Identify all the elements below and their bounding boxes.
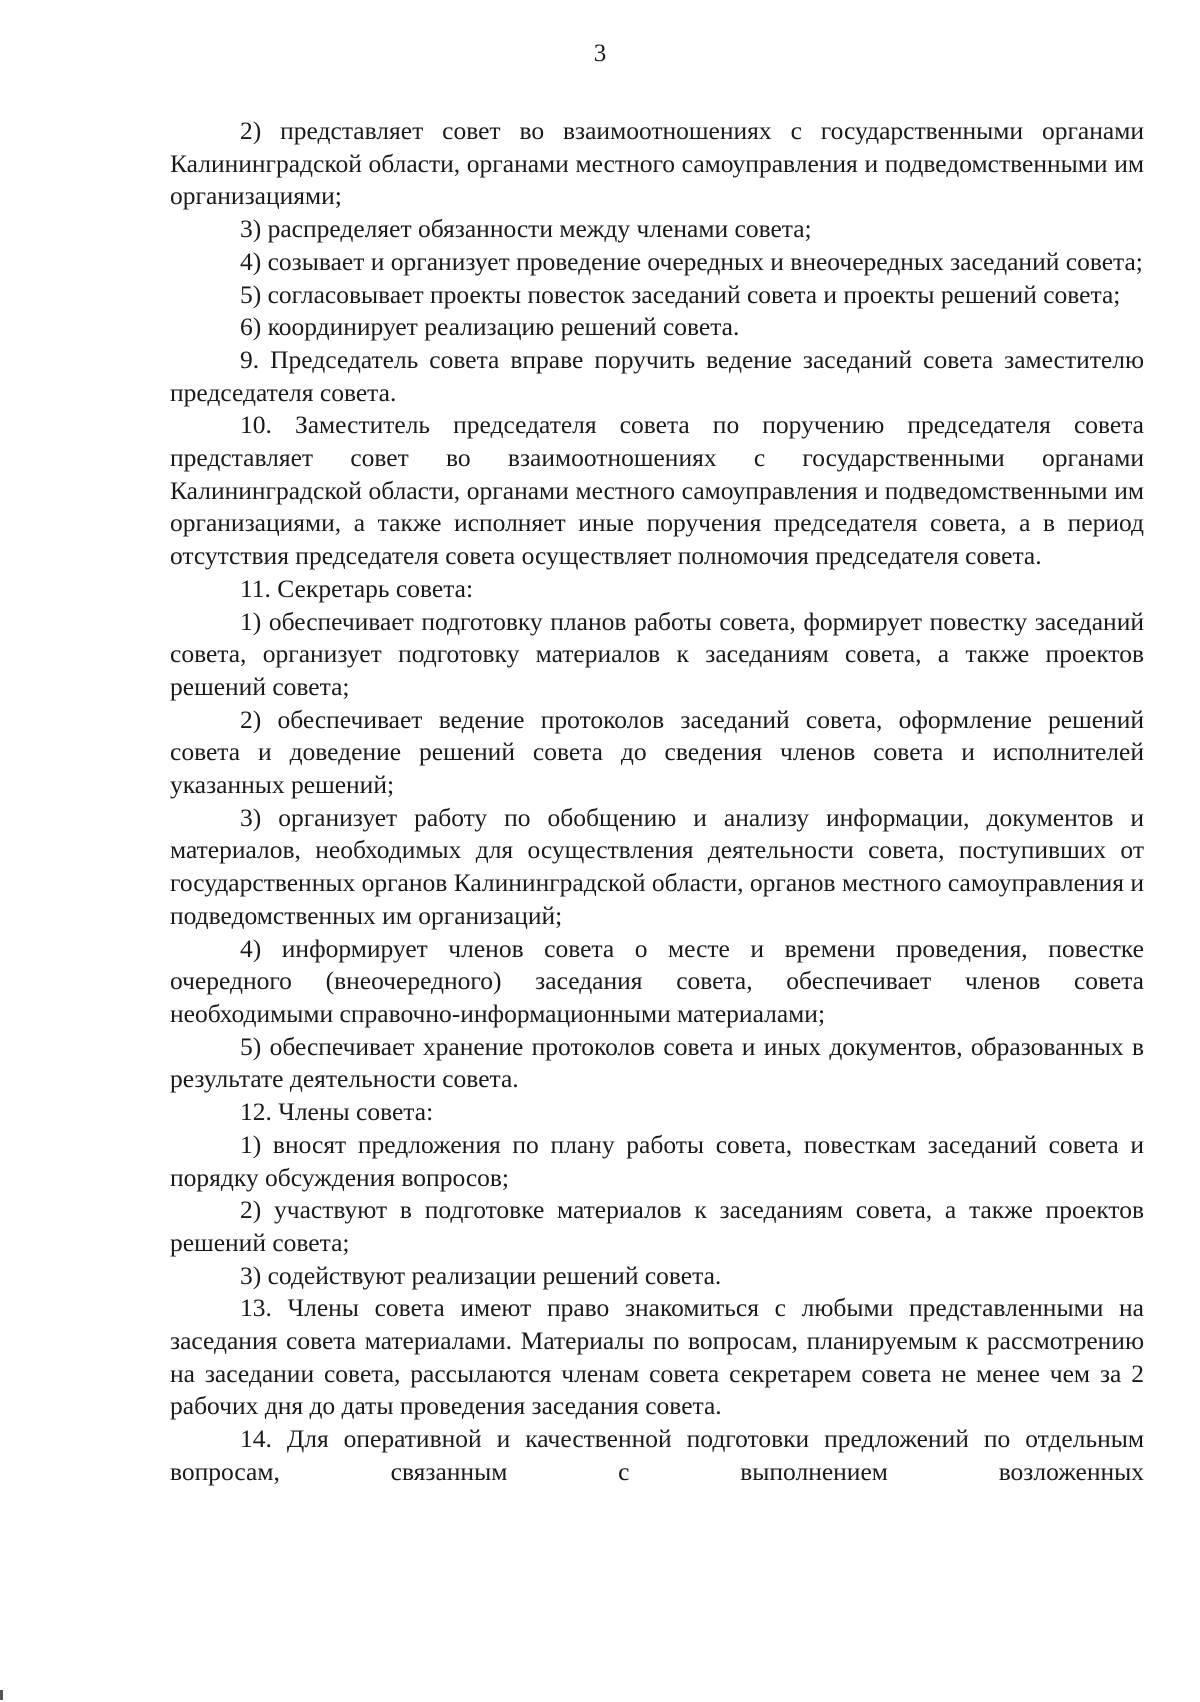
paragraph-12-3: 3) содействуют реализации решений совета. — [240, 1260, 722, 1290]
paragraph-4-convenes-meetings: 4) созывает и организует проведение очередных и внеочередных заседаний совета; — [240, 246, 1143, 276]
page-number: 3 — [593, 40, 607, 67]
paragraph-2-represents-council: 2) представляет совет во взаимоотношениях с государственными органами Калининградской области, органами местного самоуправления и подведомственными им организациями; — [170, 116, 1144, 211]
document-body — [170, 115, 1144, 1489]
paragraph-11-2: 2) обеспечивает ведение протоколов заседаний совета, оформление решений совета и доведение решений совета до сведения членов совета и исполнителей указанных решений; — [170, 704, 1144, 800]
paragraph-clause-13: 13. Члены совета имеют право знакомиться с любыми представленными на заседания совета материалами. Материалы по вопросам, планируемым к рассмотрению на заседании совета, рассылаются членам совета секретарем совета не менее чем за 2 рабочих дня до даты проведения заседания совета. — [170, 1293, 1144, 1421]
paragraph-clause-10: 10. Заместитель председателя совета по поручению председателя совета представляет совет во взаимоотношениях с государственными органами Калининградской области, органами местного самоуправления и подведомственными им организациями, а также исполняет иные поручения председателя совета, а в период отсутствия председателя совета осуществляет полномочия председателя совета. — [170, 410, 1144, 571]
paragraph-11-5: 5) обеспечивает хранение протоколов совета и иных документов, образованных в результате деятельности совета. — [170, 1031, 1144, 1094]
paragraph-3-distributes-duties: 3) распределяет обязанности между членами совета; — [240, 214, 812, 244]
scan-edge-mark — [0, 1690, 3, 1700]
paragraph-6-coordinates-decisions: 6) координирует реализацию решений совета. — [240, 312, 740, 342]
paragraph-clause-9: 9. Председатель совета вправе поручить ведение заседаний совета заместителю председателя совета. — [170, 344, 1144, 407]
paragraph-12-2: 2) участвуют в подготовке материалов к заседаниям совета, а также проектов решений совета; — [170, 1195, 1144, 1257]
paragraph-5-approves-agendas: 5) согласовывает проекты повесток заседаний совета и проекты решений совета; — [240, 279, 1121, 309]
paragraph-clause-12: 12. Члены совета: — [240, 1097, 434, 1127]
paragraph-clause-14: 14. Для оперативной и качественной подготовки предложений по отдельным вопросам, связанным с выполнением возложенных — [170, 1424, 1144, 1486]
paragraph-12-1: 1) вносят предложения по плану работы совета, повесткам заседаний совета и порядку обсуждения вопросов; — [170, 1129, 1144, 1192]
paragraph-11-4: 4) информирует членов совета о месте и времени проведения, повестке очередного (внеочередного) заседания совета, обеспечивает членов совета необходимыми справочно-информационными материалами; — [170, 933, 1144, 1028]
paragraph-11-3: 3) организует работу по обобщению и анализу информации, документов и материалов, необходимых для осуществления деятельности совета, поступивших от государственных органов Калининградской области, органов местного самоуправления и подведомственных им организаций; — [170, 802, 1144, 930]
paragraph-clause-11: 11. Секретарь совета: — [240, 573, 474, 603]
paragraph-11-1: 1) обеспечивает подготовку планов работы совета, формирует повестку заседаний совета, организует подготовку материалов к заседаниям совета, а также проектов решений совета; — [170, 606, 1144, 701]
